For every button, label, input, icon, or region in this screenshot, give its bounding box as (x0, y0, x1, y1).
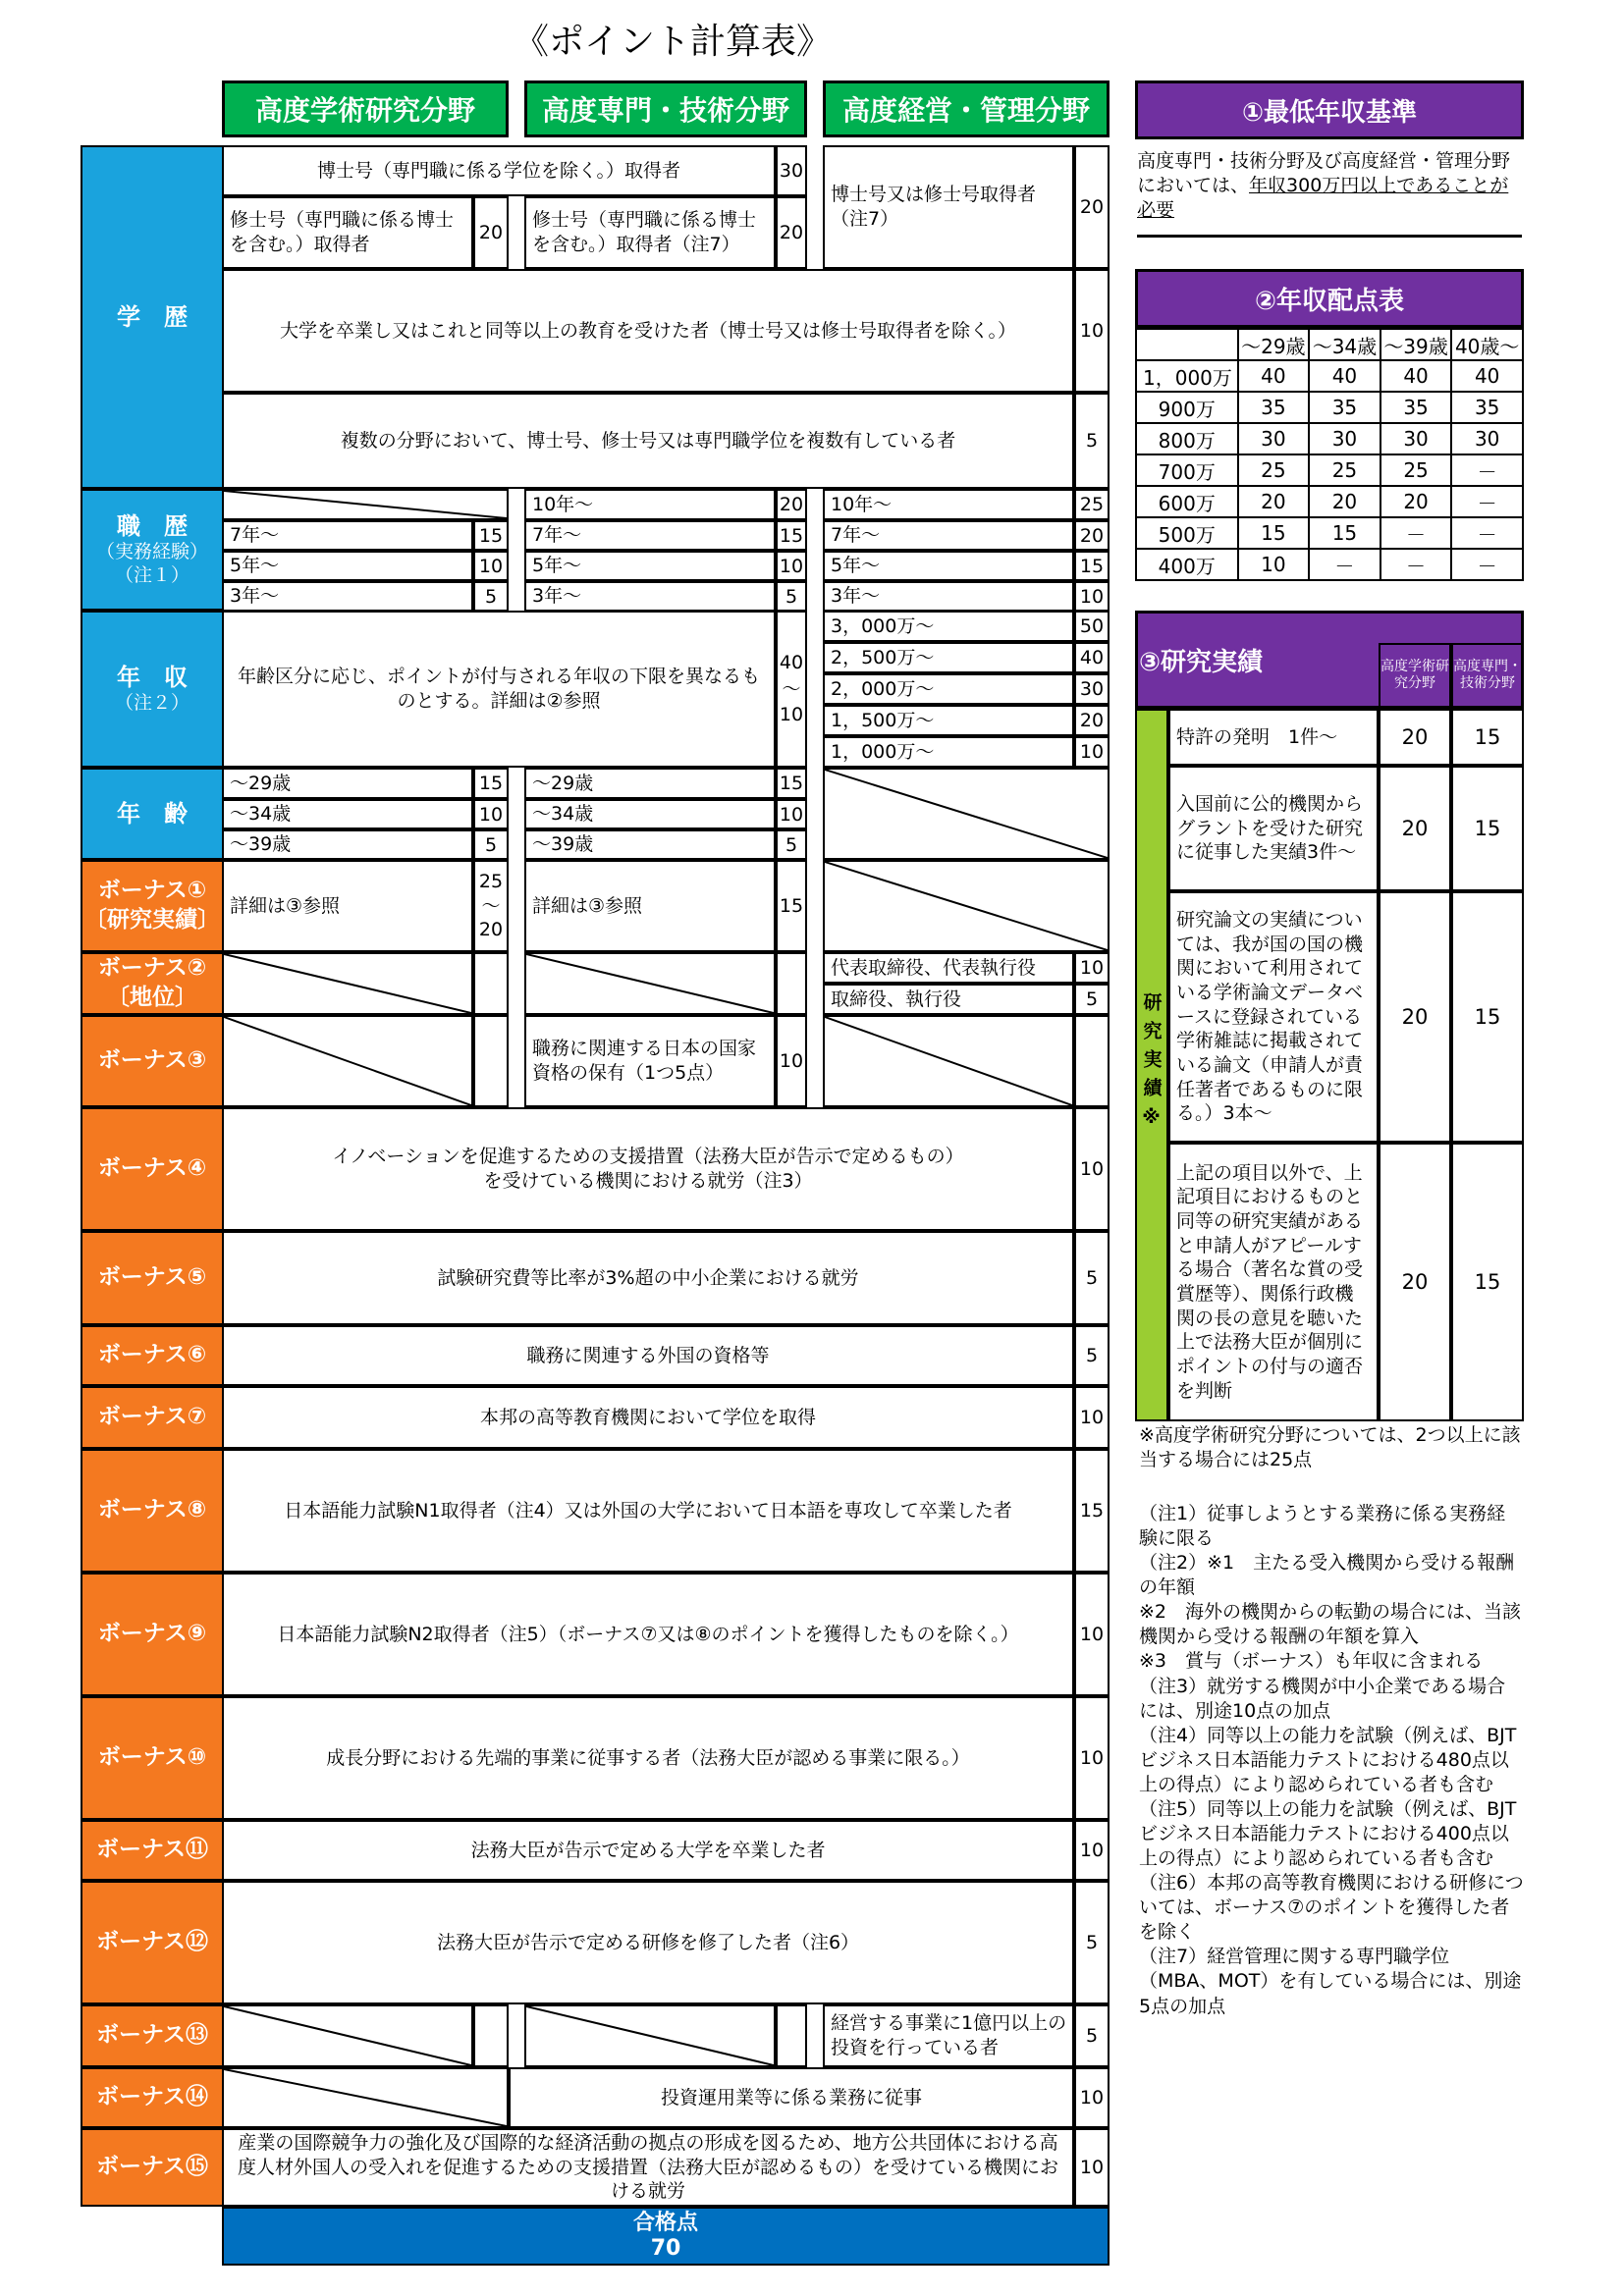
label-bonus4: ボーナス④ (81, 1107, 224, 1231)
research-row-a: 20 (1379, 766, 1451, 891)
income-c-pt: 20 (1074, 705, 1110, 736)
note-item: （注4）同等以上の能力を試験（例えば、BJTビジネス日本語能力テストにおける480点以上の得点）により認められている者も含む (1139, 1724, 1517, 1795)
table-cell: 800万 (1136, 423, 1238, 454)
edu-doctor: 博士号（専門職に係る学位を除く。）取得者 (222, 145, 776, 196)
career-c-row: 5年～ (823, 551, 1074, 581)
edu-mgmt-pt: 20 (1074, 145, 1110, 269)
career-a-pt: 15 (473, 520, 509, 551)
bonus13-a-empty (222, 2004, 473, 2067)
edu-master-b-pt: 20 (776, 196, 807, 269)
page-title: 《ポイント計算表》 (513, 22, 832, 62)
income-c-row: 1，500万～ (823, 705, 1074, 736)
note-item: （注6）本邦の高等教育機関における研修については、ボーナス⑦のポイントを獲得した者を除く (1139, 1872, 1524, 1944)
table-cell: 35 (1309, 392, 1380, 423)
income-c-pt: 30 (1074, 673, 1110, 705)
career-a-row: 7年～ (222, 520, 473, 551)
table-cell: 35 (1238, 392, 1310, 423)
label-bonus11: ボーナス⑪ (81, 1820, 224, 1881)
table-cell: 40 (1380, 360, 1452, 392)
table-cell: 20 (1380, 486, 1452, 517)
age-a-pt: 10 (473, 799, 509, 829)
label-income-text: 年 収 (117, 664, 188, 692)
bonus1-b-pt: 15 (776, 860, 807, 952)
note-item: （注1）従事しようとする業務に係る実務経験に限る (1139, 1503, 1506, 1550)
bonus3-c-empty (823, 1015, 1074, 1107)
bonus13-a-pt-empty (473, 2004, 509, 2067)
bonus1-a-pt-top: 25 (478, 870, 504, 892)
table-cell: 15 (1309, 517, 1380, 549)
table-row (1136, 486, 1523, 517)
research-row-text: 上記の項目以外で、上記項目におけるものと同等の研究実績があると申請人がアピールする場合（著名な賞の受賞歴等）、関係行政機関の長の意見を聴いた上で法務大臣が個別にポイントの付与の適否を判断 (1168, 1143, 1379, 1421)
bonus8-pt: 15 (1074, 1449, 1110, 1573)
bonus8-text: 日本語能力試験N1取得者（注4）又は外国の大学において日本語を専攻して卒業した者 (222, 1449, 1074, 1573)
bonus13-c-text: 経営する事業に1億円以上の投資を行っている者 (823, 2004, 1074, 2067)
bonus2-b-pt-empty (776, 952, 807, 1015)
table-cell: － (1451, 517, 1523, 549)
label-career-sub: （実務経験） （注１） (95, 541, 208, 586)
table-cell: 25 (1238, 454, 1310, 486)
table-cell: 700万 (1136, 454, 1238, 486)
bonus15-pt: 10 (1074, 2128, 1110, 2207)
career-a-empty (222, 489, 509, 520)
income-c-row: 2，500万～ (823, 642, 1074, 673)
career-c-row: 10年～ (823, 489, 1074, 520)
label-bonus6: ボーナス⑥ (81, 1325, 224, 1386)
label-bonus14: ボーナス⑭ (81, 2067, 224, 2128)
edu-multiple: 複数の分野において、博士号、修士号又は専門職学位を複数有している者 (222, 393, 1074, 489)
bonus11-pt: 10 (1074, 1820, 1110, 1881)
career-b-row: 3年～ (524, 581, 776, 612)
salary-table-title: ②年収配点表 (1135, 269, 1524, 328)
edu-multiple-pt: 5 (1074, 393, 1110, 489)
label-bonus7: ボーナス⑦ (81, 1386, 224, 1449)
bonus7-text: 本邦の高等教育機関において学位を取得 (222, 1386, 1074, 1449)
career-b-row: 7年～ (524, 520, 776, 551)
table-cell: － (1380, 549, 1452, 580)
bonus11-text: 法務大臣が告示で定める大学を卒業した者 (222, 1820, 1074, 1881)
edu-mgmt: 博士号又は修士号取得者（注7） (823, 145, 1074, 269)
label-bonus10: ボーナス⑩ (81, 1696, 224, 1820)
age-b-row: ～39歳 (524, 829, 776, 860)
note-item: （注7）経営管理に関する専門職学位（MBA、MOT）を有している場合には、別途5点の加点 (1139, 1946, 1522, 2017)
table-cell: 40 (1238, 360, 1310, 392)
bonus6-pt: 5 (1074, 1325, 1110, 1386)
table-cell: 15 (1238, 517, 1310, 549)
bonus1-b-text: 詳細は③参照 (524, 860, 776, 952)
age-a-row: ～39歳 (222, 829, 473, 860)
min-income-text (1137, 149, 1522, 238)
bonus3-b-pt: 10 (776, 1015, 807, 1107)
age-a-pt: 15 (473, 768, 509, 799)
label-bonus13: ボーナス⑬ (81, 2004, 224, 2067)
bonus14-text: 投資運用業等に係る業務に従事 (509, 2067, 1074, 2128)
bonus2-a-empty (222, 952, 473, 1015)
research-title: ③研究実績 (1139, 647, 1264, 677)
salary-table (1135, 328, 1524, 581)
table-cell: 35 (1451, 392, 1523, 423)
bonus4-text: イノベーションを促進するための支援措置（法務大臣が告示で定めるもの） を受けている機関における就労（注3） (222, 1107, 1074, 1231)
income-c-row: 1，000万～ (823, 736, 1074, 768)
bonus10-pt: 10 (1074, 1696, 1110, 1820)
note-item: ※2 海外の機関からの転勤の場合には、当該機関から受ける報酬の年額を算入 (1139, 1601, 1522, 1648)
notes-list (1139, 1502, 1524, 2019)
table-cell: 30 (1309, 423, 1380, 454)
age-c-empty (823, 768, 1110, 860)
note-item: ※3 賞与（ボーナス）も年収に含まれる (1139, 1650, 1484, 1673)
label-bonus2: ボーナス② 〔地位〕 (81, 952, 224, 1015)
career-a-row: 5年～ (222, 551, 473, 581)
career-b-pt: 10 (776, 551, 807, 581)
edu-master-b: 修士号（専門職に係る博士を含む。）取得者（注7） (524, 196, 776, 269)
career-c-pt: 20 (1074, 520, 1110, 551)
note-item: （注5）同等以上の能力を試験（例えば、BJTビジネス日本語能力テストにおける400点以上の得点）により認められている者も含む (1139, 1797, 1517, 1870)
bonus2-a-pt-empty (473, 952, 509, 1015)
pass-score-label: 合格点 (632, 2210, 698, 2235)
age-b-pt: 10 (776, 799, 807, 829)
bonus2-b-empty (524, 952, 776, 1015)
career-c-pt: 25 (1074, 489, 1110, 520)
table-row (1136, 454, 1523, 486)
research-row-text: 入国前に公的機関からグラントを受けた研究に従事した実績3件～ (1168, 766, 1379, 891)
table-cell: － (1451, 486, 1523, 517)
table-cell: 10 (1238, 549, 1310, 580)
note-item: （注2）※1 主たる受入機関から受ける報酬の年額 (1139, 1552, 1515, 1599)
age-b-pt: 5 (776, 829, 807, 860)
research-footnote: ※高度学術研究分野については、2つ以上に該当する場合には25点 (1139, 1424, 1521, 1471)
note-item: （注3）就労する機関が中小企業である場合には、別途10点の加点 (1139, 1675, 1506, 1722)
edu-master-a: 修士号（専門職に係る博士を含む。）取得者 (222, 196, 473, 269)
bonus1-a-pt (473, 860, 509, 952)
bonus9-pt: 10 (1074, 1573, 1110, 1696)
salary-table-header (1136, 329, 1238, 360)
table-cell: 25 (1380, 454, 1452, 486)
income-c-pt: 10 (1074, 736, 1110, 768)
career-c-pt: 15 (1074, 551, 1110, 581)
age-a-row: ～29歳 (222, 768, 473, 799)
table-cell: 900万 (1136, 392, 1238, 423)
table-cell: 20 (1238, 486, 1310, 517)
bonus13-c-pt: 5 (1074, 2004, 1110, 2067)
salary-table-header: ～34歳 (1309, 329, 1380, 360)
bonus3-c-pt-empty (1074, 1015, 1110, 1107)
edu-univ: 大学を卒業し又はこれと同等以上の教育を受けた者（博士号又は修士号取得者を除く。） (222, 269, 1074, 393)
table-cell: 400万 (1136, 549, 1238, 580)
min-income-text-plain: 高度専門・技術分野及び高度経営・管理分野においては、 (1137, 150, 1511, 197)
header-specialized: 高度専門・技術分野 (524, 80, 807, 137)
table-cell: 40 (1451, 360, 1523, 392)
bonus13-b-pt-empty (776, 2004, 807, 2067)
career-a-pt: 10 (473, 551, 509, 581)
min-income-title: ①最低年収基準 (1135, 80, 1524, 139)
career-b-row: 5年～ (524, 551, 776, 581)
table-cell: 30 (1380, 423, 1452, 454)
bonus14-a-empty (222, 2067, 509, 2128)
income-text: 年齢区分に応じ、ポイントが付与される年収の下限を異なるものとする。詳細は②参照 (222, 611, 776, 768)
label-bonus12: ボーナス⑫ (81, 1881, 224, 2004)
bonus5-pt: 5 (1074, 1231, 1110, 1325)
table-cell: 600万 (1136, 486, 1238, 517)
table-row (1136, 360, 1523, 392)
label-bonus9: ボーナス⑨ (81, 1573, 224, 1696)
bonus9-text: 日本語能力試験N2取得者（注5）（ボーナス⑦又は⑧のポイントを獲得したものを除く。） (222, 1573, 1074, 1696)
edu-master-a-pt: 20 (473, 196, 509, 269)
age-b-row: ～34歳 (524, 799, 776, 829)
bonus12-pt: 5 (1074, 1881, 1110, 2004)
table-cell: 25 (1309, 454, 1380, 486)
bonus13-b-empty (524, 2004, 776, 2067)
label-income-sub: （注２） (114, 692, 189, 715)
bonus1-a-pt-bottom: 20 (478, 919, 504, 941)
research-row-a: 20 (1379, 709, 1451, 766)
income-pt-bottom: 10 (779, 704, 804, 726)
header-academic: 高度学術研究分野 (222, 80, 509, 137)
bonus2-c-pt: 10 (1074, 952, 1110, 984)
income-c-row: 3，000万～ (823, 611, 1074, 642)
career-c-row: 3年～ (823, 581, 1074, 612)
label-age (81, 768, 224, 860)
career-b-pt: 5 (776, 581, 807, 612)
salary-table-header: ～29歳 (1238, 329, 1310, 360)
bonus5-text: 試験研究費等比率が3%超の中小企業における就労 (222, 1231, 1074, 1325)
income-pt (776, 611, 807, 768)
label-bonus15: ボーナス⑮ (81, 2128, 224, 2207)
label-age-text: 年 齢 (117, 800, 188, 828)
table-row (1136, 423, 1523, 454)
bonus2-c-row: 取締役、執行役 (823, 984, 1074, 1015)
research-col-b: 高度専門・技術分野 (1451, 643, 1524, 708)
age-b-row: ～29歳 (524, 768, 776, 799)
research-side-label: 研究実績※ (1135, 709, 1168, 1421)
table-cell: － (1451, 454, 1523, 486)
research-row-b: 15 (1451, 891, 1524, 1143)
income-pt-top: 40 (779, 652, 804, 674)
salary-table-header-row (1136, 329, 1523, 360)
bonus3-b-text: 職務に関連する日本の国家資格の保有（1つ5点） (524, 1015, 776, 1107)
bonus1-a-text: 詳細は③参照 (222, 860, 473, 952)
table-cell: － (1451, 549, 1523, 580)
label-education (81, 145, 224, 489)
income-pt-mid: ～ (782, 677, 801, 700)
table-cell: 30 (1238, 423, 1310, 454)
career-b-pt: 20 (776, 489, 807, 520)
research-row-b: 15 (1451, 709, 1524, 766)
table-cell: 1，000万 (1136, 360, 1238, 392)
table-cell: 40 (1309, 360, 1380, 392)
label-career (81, 489, 224, 611)
table-cell: － (1309, 549, 1380, 580)
career-b-row: 10年～ (524, 489, 776, 520)
age-a-row: ～34歳 (222, 799, 473, 829)
bonus10-text: 成長分野における先端的事業に従事する者（法務大臣が認める事業に限る。） (222, 1696, 1074, 1820)
table-cell: 500万 (1136, 517, 1238, 549)
research-row-a: 20 (1379, 891, 1451, 1143)
header-management: 高度経営・管理分野 (823, 80, 1110, 137)
income-c-row: 2，000万～ (823, 673, 1074, 705)
pass-score-value: 70 (650, 2236, 681, 2261)
bonus2-c-pt: 5 (1074, 984, 1110, 1015)
research-row-b: 15 (1451, 766, 1524, 891)
edu-univ-pt: 10 (1074, 269, 1110, 393)
bonus12-text: 法務大臣が告示で定める研修を修了した者（注6） (222, 1881, 1074, 2004)
salary-table-header: 40歳～ (1451, 329, 1523, 360)
career-b-pt: 15 (776, 520, 807, 551)
research-row-text: 特許の発明 1件～ (1168, 709, 1379, 766)
pass-score (222, 2207, 1110, 2266)
age-a-pt: 5 (473, 829, 509, 860)
table-cell: 20 (1309, 486, 1380, 517)
label-education-text: 学 歴 (117, 303, 188, 331)
table-row (1136, 392, 1523, 423)
bonus3-a-pt-empty (473, 1015, 509, 1107)
bonus1-a-pt-mid: ～ (481, 894, 501, 917)
table-cell: － (1380, 517, 1452, 549)
income-c-pt: 40 (1074, 642, 1110, 673)
bonus6-text: 職務に関連する外国の資格等 (222, 1325, 1074, 1386)
career-a-pt: 5 (473, 581, 509, 612)
label-bonus8: ボーナス⑧ (81, 1449, 224, 1573)
table-cell: 30 (1451, 423, 1523, 454)
research-col-a: 高度学術研究分野 (1379, 643, 1451, 708)
income-c-pt: 50 (1074, 611, 1110, 642)
label-income (81, 611, 224, 768)
salary-table-header: ～39歳 (1380, 329, 1452, 360)
bonus1-c-empty (823, 860, 1110, 952)
research-row-text: 研究論文の実績については、我が国の国の機関において利用されている学術論文データベースに登録されている学術雑誌に掲載されている論文（申請人が責任著者であるものに限る。）3本～ (1168, 891, 1379, 1143)
bonus7-pt: 10 (1074, 1386, 1110, 1449)
research-row-a: 20 (1379, 1143, 1451, 1421)
table-row (1136, 517, 1523, 549)
bonus3-a-empty (222, 1015, 473, 1107)
bonus4-pt: 10 (1074, 1107, 1110, 1231)
research-row-b: 15 (1451, 1143, 1524, 1421)
career-c-pt: 10 (1074, 581, 1110, 612)
career-c-row: 7年～ (823, 520, 1074, 551)
table-cell: 35 (1380, 392, 1452, 423)
career-a-row: 3年～ (222, 581, 473, 612)
label-bonus3: ボーナス③ (81, 1015, 224, 1107)
bonus15-text: 産業の国際競争力の強化及び国際的な経済活動の拠点の形成を図るため、地方公共団体における高度人材外国人の受入れを促進するための支援措置（法務大臣が認めるもの）を受けている機関における就労 (222, 2128, 1074, 2207)
age-b-pt: 15 (776, 768, 807, 799)
label-bonus5: ボーナス⑤ (81, 1231, 224, 1325)
table-row (1136, 549, 1523, 580)
min-income-text-underline: 年収300万円以上であることが必要 (1137, 175, 1509, 222)
bonus2-c-row: 代表取締役、代表執行役 (823, 952, 1074, 984)
label-bonus1: ボーナス① 〔研究実績〕 (81, 860, 224, 952)
bonus14-pt: 10 (1074, 2067, 1110, 2128)
label-career-text: 職 歴 (117, 512, 188, 541)
edu-doctor-pt: 30 (776, 145, 807, 196)
